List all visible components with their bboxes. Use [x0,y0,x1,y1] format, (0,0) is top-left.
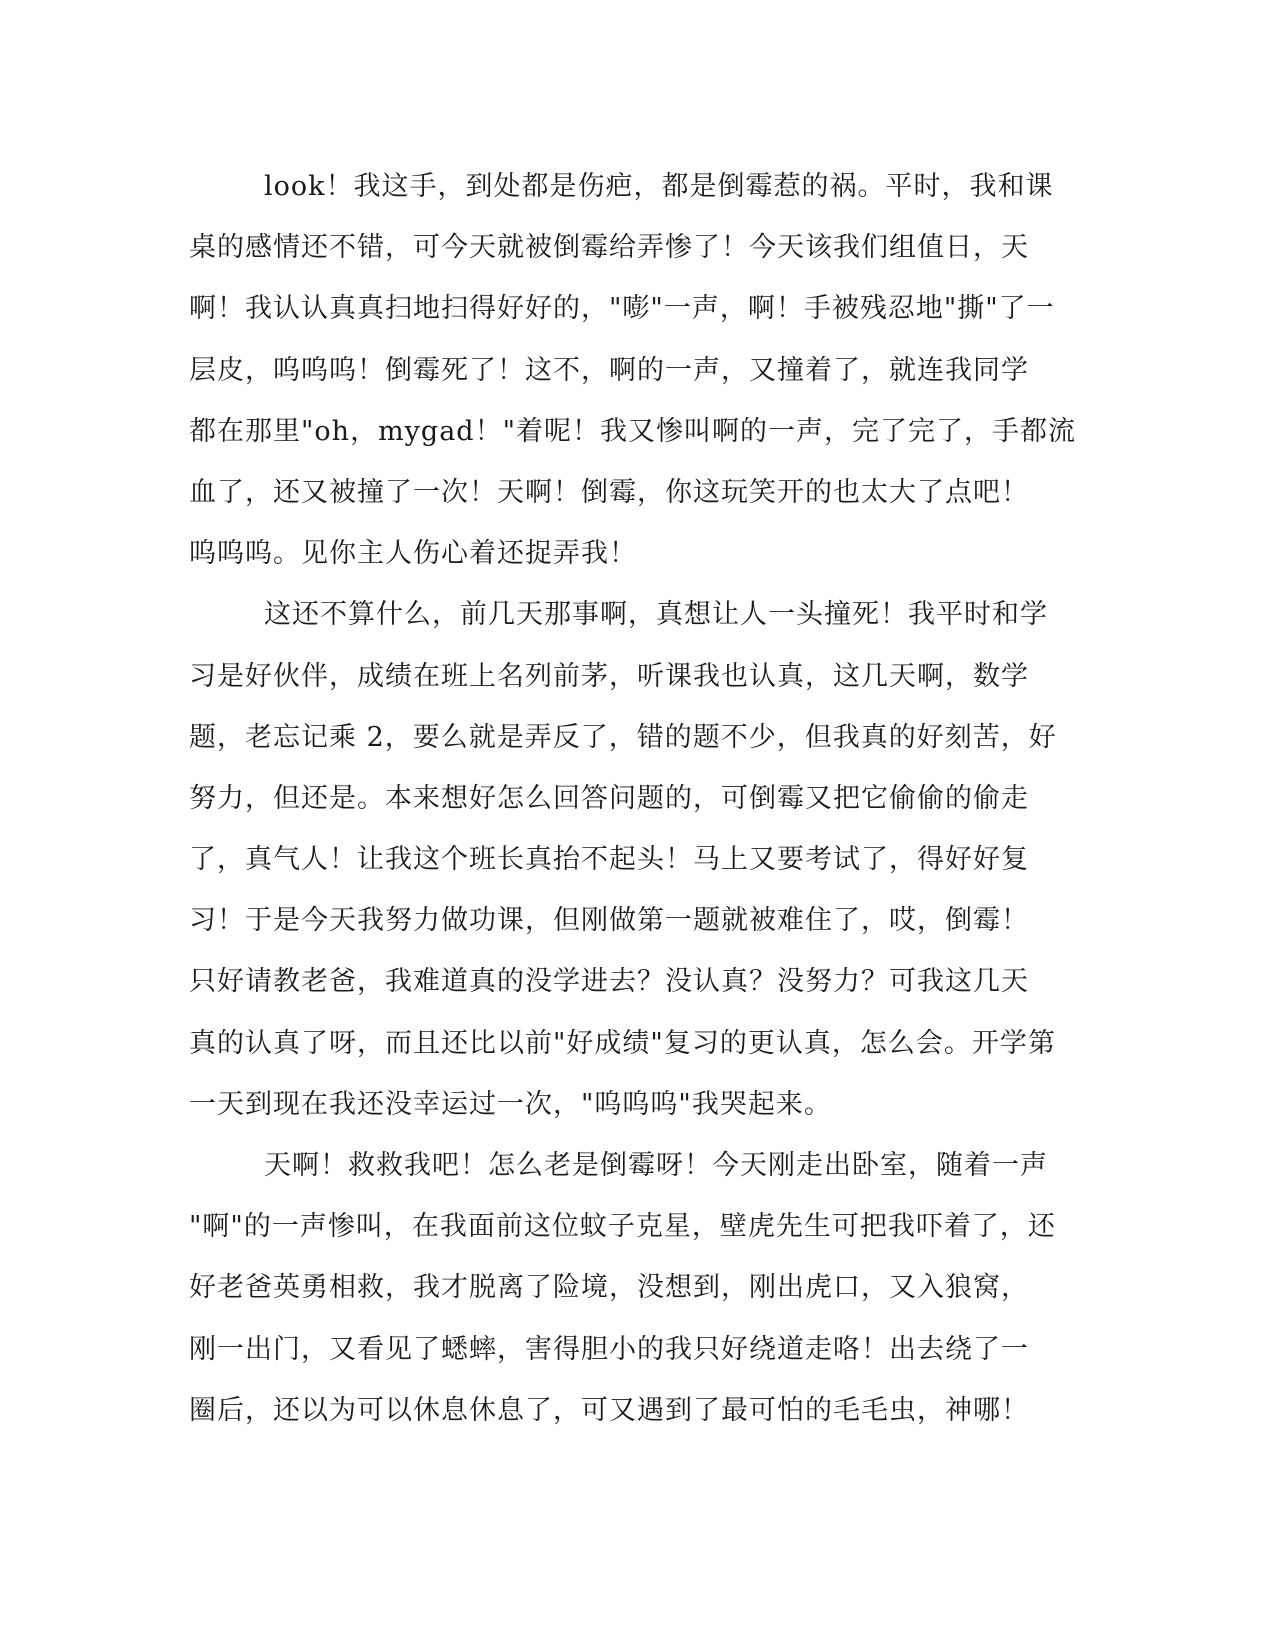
text-line: "啊"的一声惨叫，在我面前这位蚊子克星，壁虎先生可把我吓着了，还 [189,1211,1056,1243]
text-line: 呜呜呜。见你主人伤心着还捉弄我！ [189,538,637,570]
text-line: 桌的感情还不错，可今天就被倒霉给弄惨了！今天该我们组值日，天 [189,232,1029,264]
paragraph-3 [189,1135,1079,1441]
text-line: 天啊！救救我吧！怎么老是倒霉呀！今天刚走出卧室，随着一声 [264,1150,1048,1181]
text-line: 了，真气人！让我这个班长真抬不起头！马上又要考试了，得好好复 [189,844,1029,876]
text-line: 啊！我认认真真扫地扫得好好的，"嘭"一声，啊！手被残忍地"撕"了一 [189,293,1055,325]
text-line: 努力，但还是。本来想好怎么回答问题的，可倒霉又把它偷偷的偷走 [189,782,1029,814]
text-line: 习！于是今天我努力做功课，但刚做第一题就被难住了，哎，倒霉！ [189,905,1029,937]
text-line: 血了，还又被撞了一次！天啊！倒霉，你这玩笑开的也太大了点吧！ [189,476,1029,508]
text-line: 只好请教老爸，我难道真的没学进去？没认真？没努力？可我这几天 [189,966,1029,998]
paragraph-1 [189,156,1079,584]
text-line: 刚一出门，又看见了蟋蟀，害得胆小的我只好绕道走咯！出去绕了一 [189,1333,1029,1365]
text-line: 题，老忘记乘 2，要么就是弄反了，错的题不少，但我真的好刻苦，好 [189,721,1057,753]
text-line: look！我这手，到处都是伤疤，都是倒霉惹的祸。平时，我和课 [264,171,1054,202]
text-line: 一天到现在我还没幸运过一次，"呜呜呜"我哭起来。 [189,1088,832,1120]
text-line: 这还不算什么，前几天那事啊，真想让人一头撞死！我平时和学 [264,599,1048,631]
text-line: 好老爸英勇相救，我才脱离了险境，没想到，刚出虎口，又入狼窝， [189,1272,1029,1304]
text-line: 真的认真了呀，而且还比以前"好成绩"复习的更认真，怎么会。开学第 [189,1027,1056,1059]
document-body [189,156,1079,1441]
paragraph-2 [189,584,1079,1135]
text-line: 习是好伙伴，成绩在班上名列前茅，听课我也认真，这几天啊，数学 [189,660,1029,692]
text-line: 都在那里"oh，mygad！"着呢！我又惨叫啊的一声，完了完了，手都流 [189,415,1077,447]
text-line: 圈后，还以为可以休息休息了，可又遇到了最可怕的毛毛虫，神哪！ [189,1394,1029,1426]
text-line: 层皮，呜呜呜！倒霉死了！这不，啊的一声，又撞着了，就连我同学 [189,354,1029,386]
